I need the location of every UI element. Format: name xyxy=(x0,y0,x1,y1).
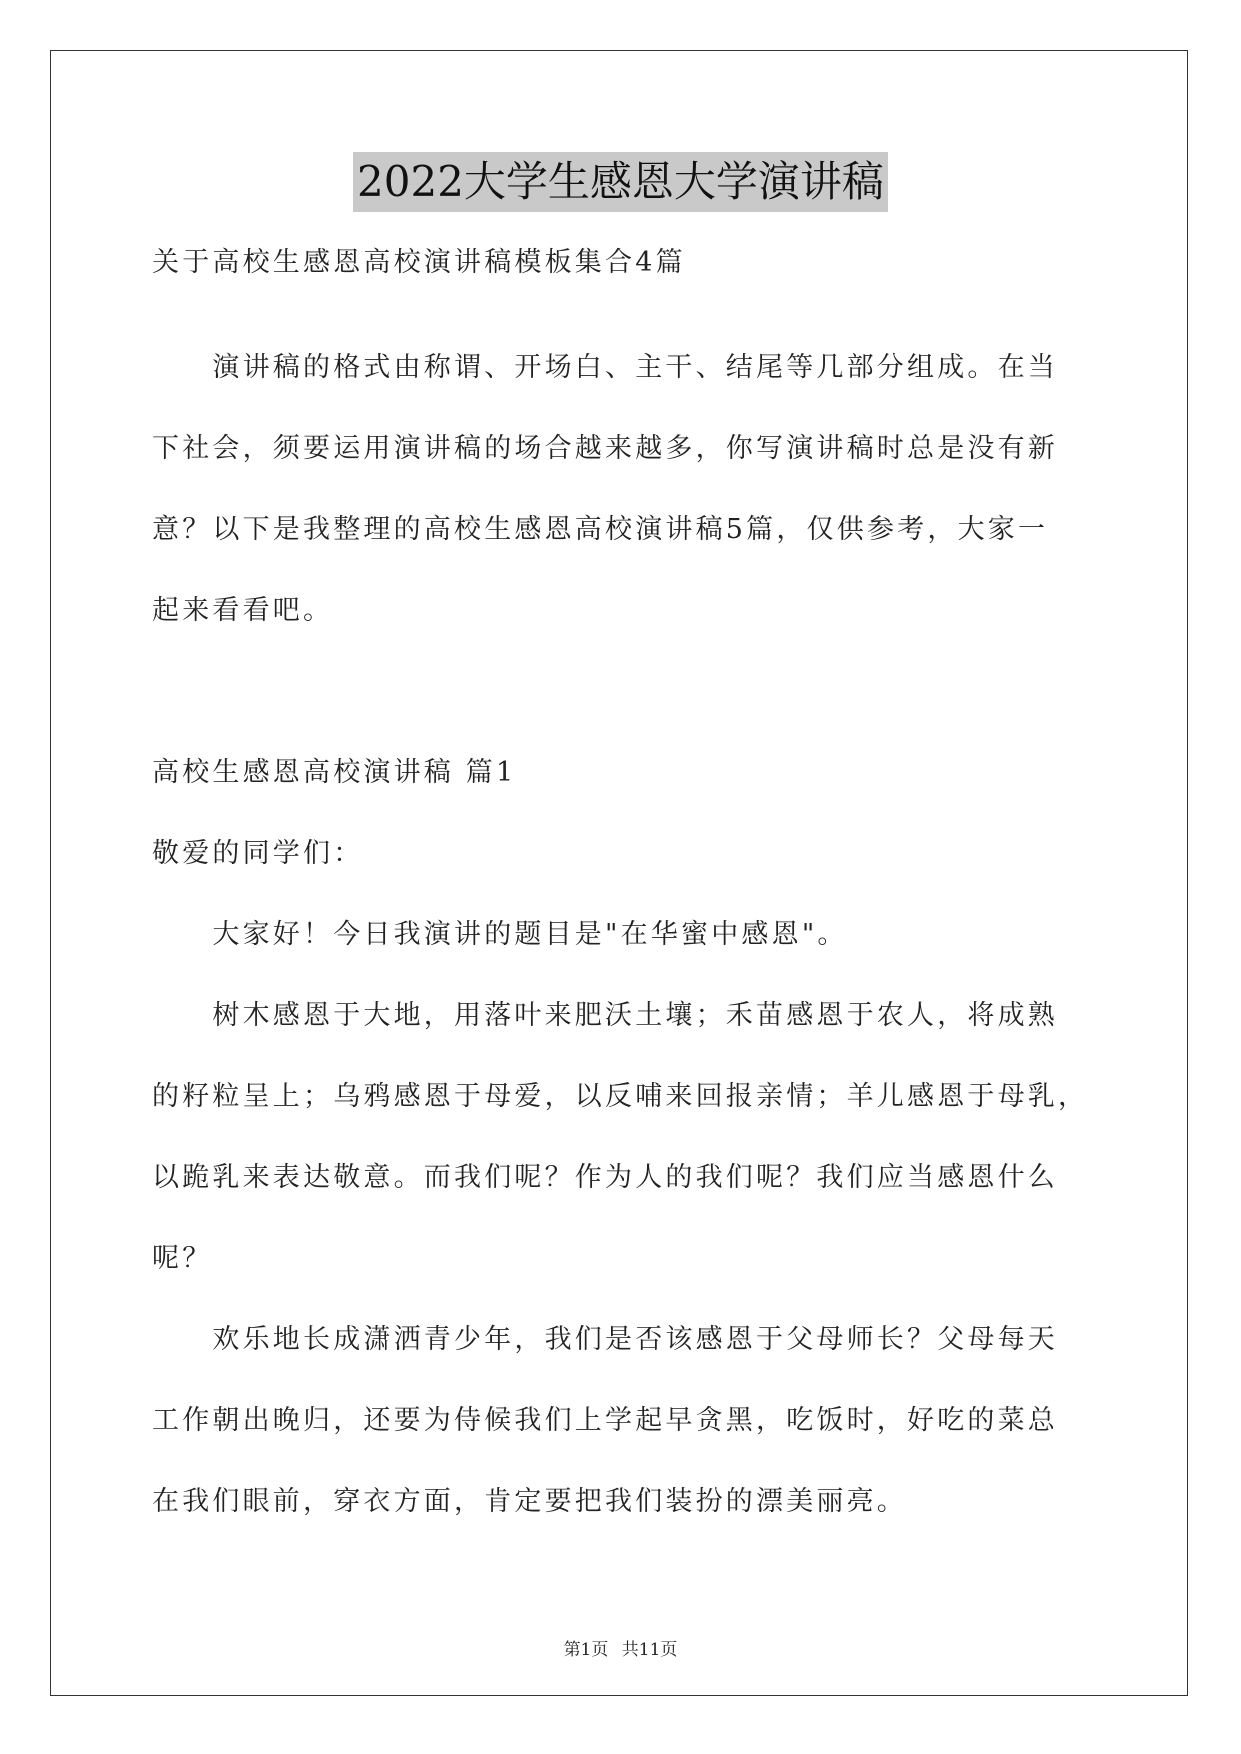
paragraph-line: 树木感恩于大地，用落叶来肥沃土壤；禾苗感恩于农人，将成熟 xyxy=(152,1000,1058,1031)
paragraph-line: 大家好！今日我演讲的题目是"在华蜜中感恩"。 xyxy=(152,919,848,950)
paragraph-line: 意？以下是我整理的高校生感恩高校演讲稿5篇，仅供参考，大家一 xyxy=(152,514,1049,545)
salutation-line: 敬爱的同学们： xyxy=(152,838,364,869)
paragraph-line: 欢乐地长成潇洒青少年，我们是否该感恩于父母师长？父母每天 xyxy=(152,1324,1058,1355)
page-border xyxy=(50,50,1188,1696)
paragraph-line: 以跪乳来表达敬意。而我们呢？作为人的我们呢？我们应当感恩什么 xyxy=(152,1162,1058,1193)
section-heading: 高校生感恩高校演讲稿 篇1 xyxy=(152,757,517,788)
document-title: 2022大学生感恩大学演讲稿 xyxy=(353,152,888,212)
title-container xyxy=(0,152,1241,212)
paragraph-line: 的籽粒呈上；乌鸦感恩于母爱，以反哺来回报亲情；羊儿感恩于母乳， xyxy=(152,1081,1089,1112)
page-total: 共11页 xyxy=(621,1640,678,1660)
paragraph-line: 下社会，须要运用演讲稿的场合越来越多，你写演讲稿时总是没有新 xyxy=(152,433,1058,464)
subtitle-line: 关于高校生感恩高校演讲稿模板集合4篇 xyxy=(152,247,686,278)
page-footer xyxy=(0,1635,1241,1660)
paragraph-line: 呢？ xyxy=(152,1243,213,1274)
paragraph-line: 工作朝出晚归，还要为侍候我们上学起早贪黑，吃饭时，好吃的菜总 xyxy=(152,1405,1058,1436)
page-number: 第1页 xyxy=(563,1640,609,1660)
paragraph-line: 在我们眼前，穿衣方面，肯定要把我们装扮的漂美丽亮。 xyxy=(152,1486,907,1517)
paragraph-line: 演讲稿的格式由称谓、开场白、主干、结尾等几部分组成。在当 xyxy=(152,352,1058,383)
paragraph-line: 起来看看吧。 xyxy=(152,595,334,626)
